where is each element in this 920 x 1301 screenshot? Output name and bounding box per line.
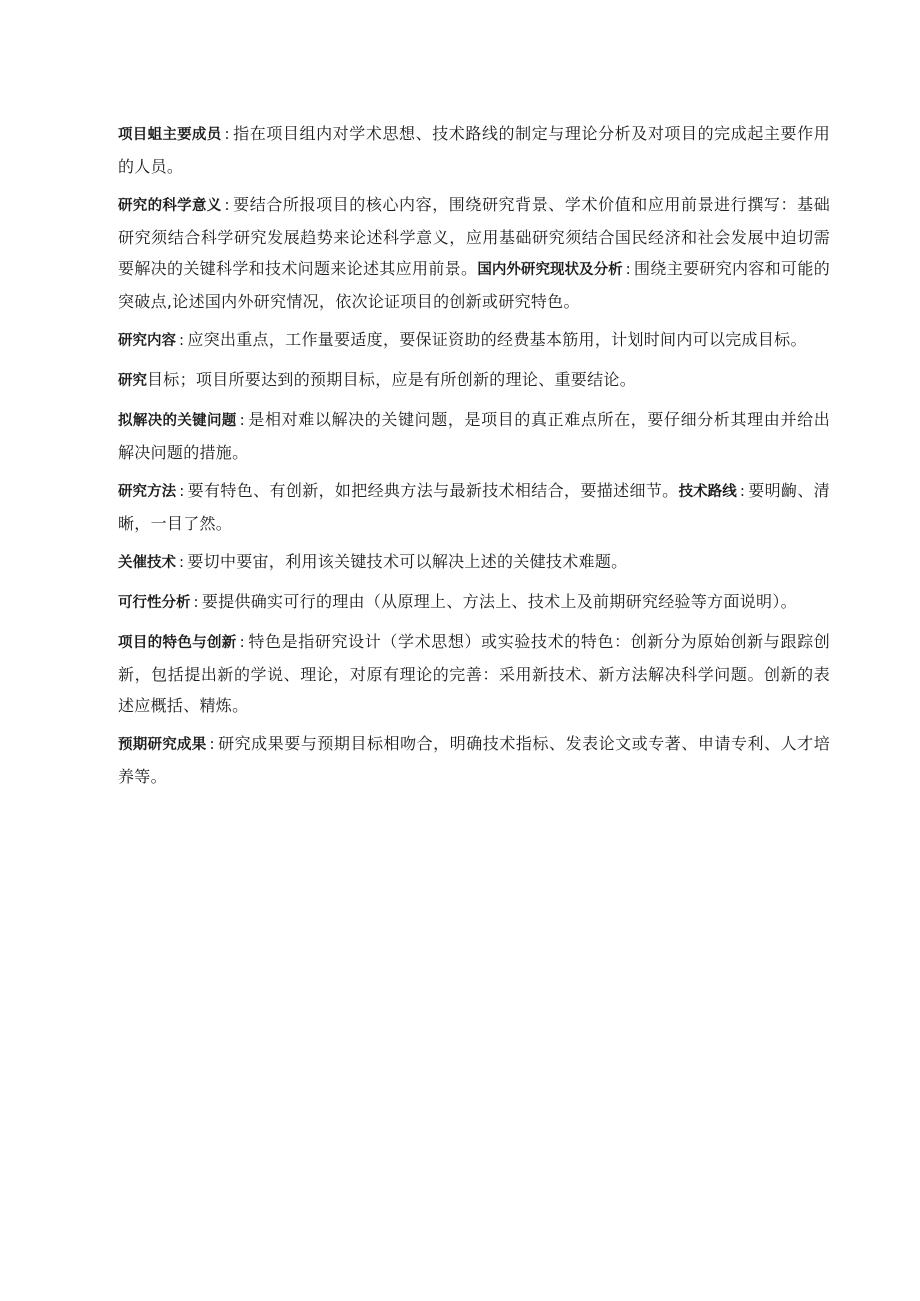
term-heading: 研究内容 — [118, 333, 176, 349]
paragraph-key-technology — [118, 546, 830, 579]
term-heading: 研究的科学意义 — [118, 198, 222, 214]
paragraph-features-innovation — [118, 626, 830, 721]
paragraph-text: 要有特色、有创新，如把经典方法与最新技术相结合，要描述细节。 — [187, 481, 679, 500]
paragraph-text: 研究成果要与预期目标相吻合，明确技术指标、发表论文或专著、申请专利、人才培养等。 — [118, 734, 831, 786]
term-heading: 拟解决的关键问题 — [118, 413, 237, 429]
term-separator: : — [224, 125, 230, 143]
paragraph-research-content — [118, 324, 830, 357]
paragraph-text: 应突出重点，工作量要适度，要保证资助的经费基本筋用，计划时间内可以完成目标。 — [187, 330, 807, 349]
term-heading: 项目蛆主要成员 — [118, 127, 222, 143]
paragraph-text: 要提供确实可行的理由（从原理上、方法上、技术上及前期研究经验等方面说明）。 — [201, 592, 797, 611]
term-heading: 关催技术 — [118, 555, 176, 571]
paragraph-text: 要明齣、清晰，一目了然。 — [118, 481, 830, 533]
document-body — [118, 118, 830, 799]
term-separator: : — [193, 593, 199, 611]
paragraph-team-members — [118, 118, 830, 182]
term-heading: 研究 — [118, 373, 147, 389]
term-heading: 国内外研究现状及分析 — [477, 262, 623, 278]
term-separator: : — [239, 411, 245, 429]
term-separator: : — [625, 260, 631, 278]
term-separator: : — [179, 482, 185, 500]
paragraph-text: 特色是指研究设计（学术思想）或实验技术的特色：创新分为原始创新与跟踪创新，包括提出新的学说、理论，对原有理论的完善：采用新技术、新方法解决科学问题。创新的表述应概括、精炼。 — [118, 632, 830, 715]
term-separator: : — [224, 196, 230, 214]
term-separator: : — [209, 735, 215, 753]
paragraph-text: 指在项目组内对学术思想、技术路线的制定与理论分析及对项目的完成起主要作用的人员。 — [118, 124, 830, 176]
term-separator: : — [179, 331, 185, 349]
paragraph-scientific-significance — [118, 189, 830, 317]
paragraph-expected-results — [118, 728, 830, 792]
term-heading: 研究方法 — [118, 484, 177, 500]
paragraph-text: 围绕主要研究内容和可能的突破点,论述国内外研究情况，依次论证项目的创新或研究特色。 — [118, 259, 830, 311]
term-separator: : — [239, 633, 245, 651]
paragraph-feasibility — [118, 586, 830, 619]
paragraph-research-goal — [118, 364, 830, 397]
paragraph-text: 是相对难以解决的关键问题，是项目的真正难点所在，要仔细分析其理由并给出解决问题的措施。 — [118, 410, 830, 462]
paragraph-text: 目标；项目所要达到的预期目标，应是有所创新的理论、重要结论。 — [147, 370, 637, 389]
term-heading: 预期研究成果 — [118, 737, 207, 753]
term-separator: : — [179, 553, 185, 571]
term-separator: : — [739, 482, 746, 500]
paragraph-text: 要切中要宙，利用该关键技术可以解决上述的关健技术难题。 — [187, 552, 628, 571]
term-heading: 可行性分析 — [118, 595, 191, 611]
term-heading: 技术路线 — [678, 484, 737, 500]
term-heading: 项目的特色与创新 — [118, 635, 237, 651]
paragraph-research-methods — [118, 475, 830, 539]
paragraph-key-problems — [118, 404, 830, 468]
paragraph-text: 要结合所报项目的核心内容，围绕研究背景、学术价值和应用前景进行撰写：基础研究须结合科学研究发展趋势来论述科学意义，应用基础研究须结合国民经济和社会发展中迫切需要解决的关键科学和技术问题来论述其应用前景。 — [118, 195, 830, 278]
